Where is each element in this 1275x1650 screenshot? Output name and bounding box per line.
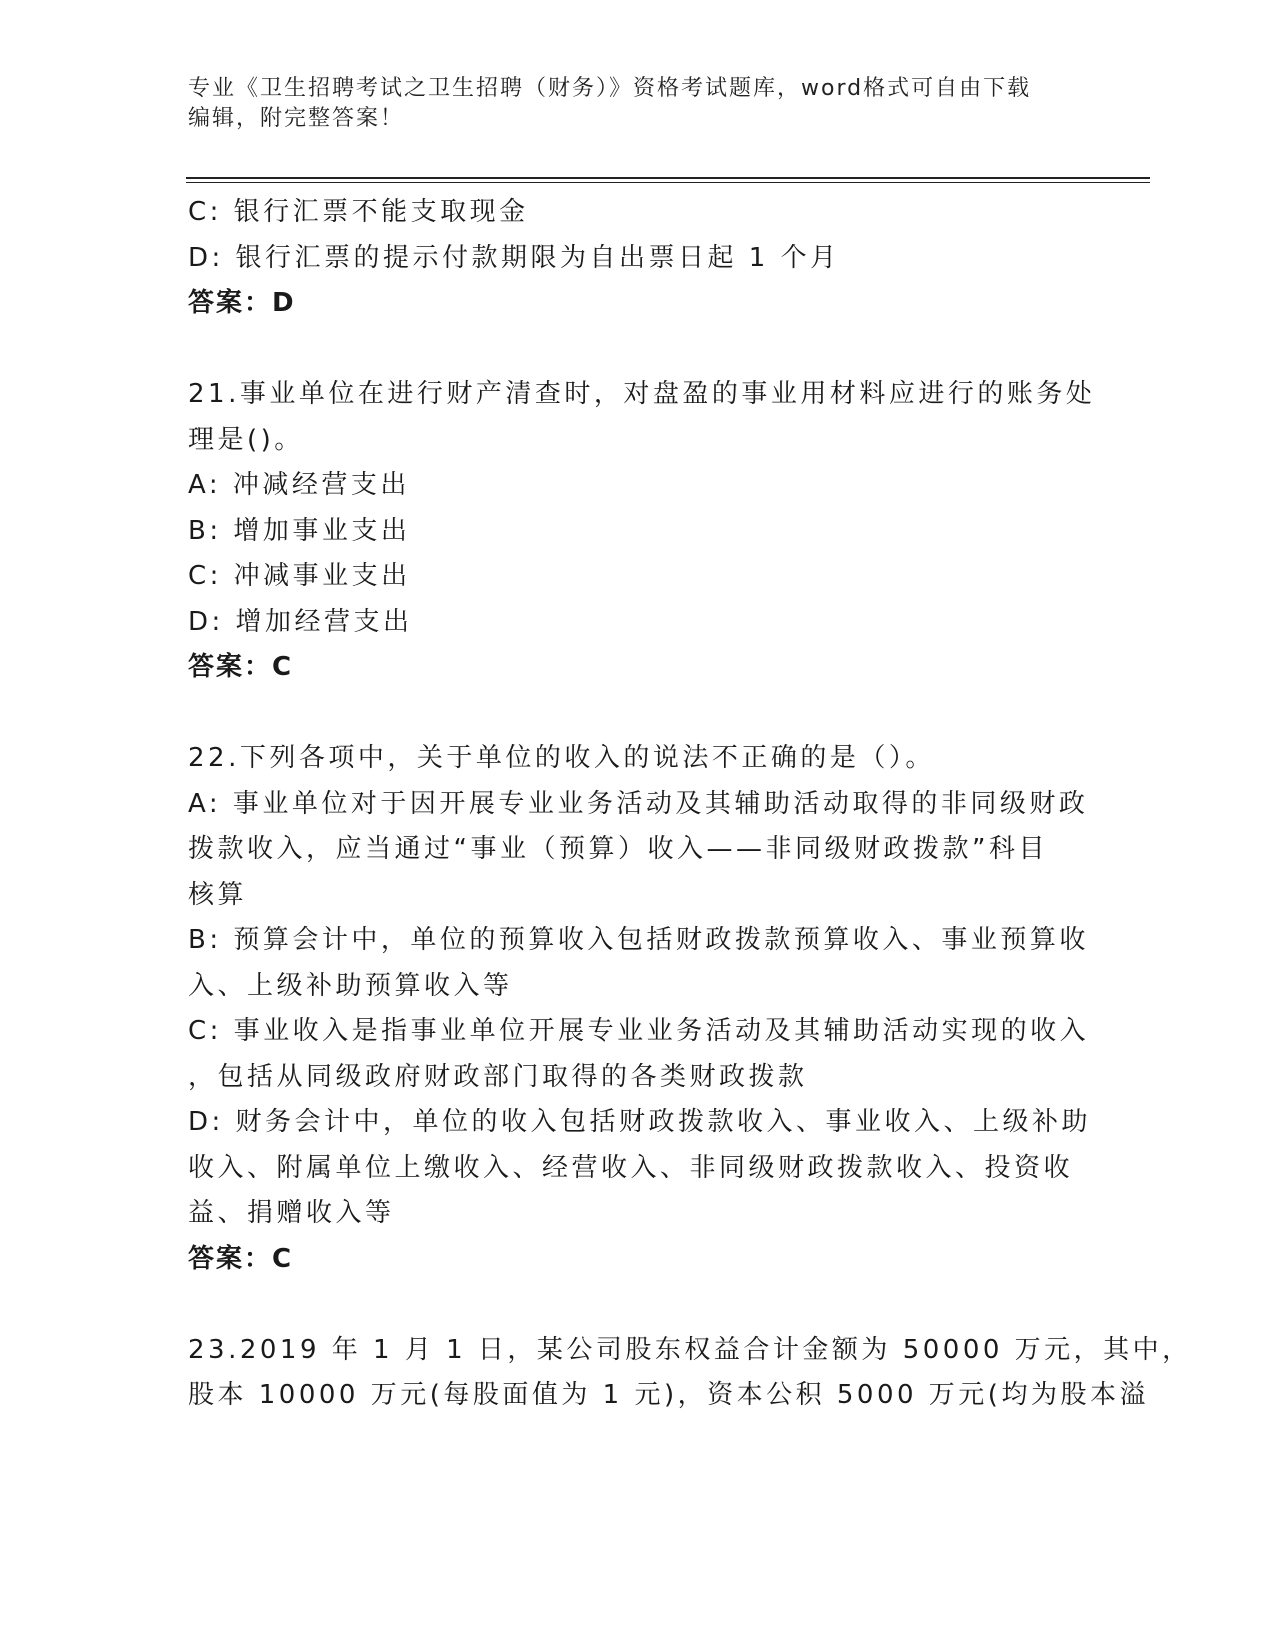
option-a-line: 拨款收入，应当通过“事业（预算）收入——非同级财政拨款”科目	[188, 834, 1048, 864]
spacer	[188, 1282, 1078, 1328]
answer-label: 答案：C	[188, 1243, 294, 1274]
option-a: A: 冲减经营支出	[188, 470, 410, 500]
header-line-1: 专业《卫生招聘考试之卫生招聘（财务）》资格考试题库，word格式可自由下载	[188, 76, 1032, 101]
question-22	[188, 736, 1092, 1282]
header-divider-thick	[186, 177, 1150, 179]
option-b-line: 入、上级补助预算收入等	[188, 970, 513, 1001]
option-d-line: D: 财务会计中，单位的收入包括财政拨款收入、事业收入、上级补助	[188, 1107, 1092, 1137]
option-c-line: ，包括从同级政府财政部门取得的各类财政拨款	[188, 1061, 808, 1092]
option-b-line: B: 预算会计中，单位的预算收入包括财政拨款预算收入、事业预算收	[188, 925, 1089, 955]
option-d-line: 益、捐赠收入等	[188, 1198, 395, 1228]
option-b: B: 增加事业支出	[188, 515, 411, 546]
spacer	[188, 327, 1078, 373]
option-c-line: C: 事业收入是指事业单位开展专业业务活动及其辅助活动实现的收入	[188, 1016, 1090, 1046]
option-d: D: 增加经营支出	[188, 606, 413, 637]
header-line-2: 编辑，附完整答案！	[188, 106, 405, 131]
question-stem-line: 23.2019 年 1 月 1 日，某公司股东权益合计金额为 50000 万元，其中，	[188, 1334, 1192, 1365]
option-c: C: 银行汇票不能支取现金	[188, 197, 529, 227]
option-a-line: 核算	[188, 879, 248, 910]
answer-label: 答案：C	[188, 652, 294, 682]
question-content	[188, 190, 1192, 1419]
question-stem-line: 22.下列各项中，关于单位的收入的说法不正确的是（）。	[188, 743, 935, 773]
question-23	[188, 1328, 1192, 1419]
question-21	[188, 372, 1096, 691]
option-a-line: A: 事业单位对于因开展专业业务活动及其辅助活动取得的非同级财政	[188, 788, 1089, 819]
spacer	[188, 691, 1078, 737]
question-stem-line: 股本 10000 万元(每股面值为 1 元)，资本公积 5000 万元(均为股本溢	[188, 1380, 1149, 1410]
page-header	[188, 74, 1088, 134]
option-c: C: 冲减事业支出	[188, 561, 411, 591]
option-d-line: 收入、附属单位上缴收入、经营收入、非同级财政拨款收入、投资收	[188, 1152, 1074, 1183]
question-stem-line: 理是()。	[188, 424, 304, 455]
answer-label: 答案：D	[188, 288, 296, 318]
question-20-tail	[188, 190, 1078, 327]
question-stem-line: 21.事业单位在进行财产清查时，对盘盈的事业用材料应进行的账务处	[188, 379, 1096, 409]
option-d: D: 银行汇票的提示付款期限为自出票日起 1 个月	[188, 242, 840, 273]
header-divider-thin	[186, 182, 1150, 183]
